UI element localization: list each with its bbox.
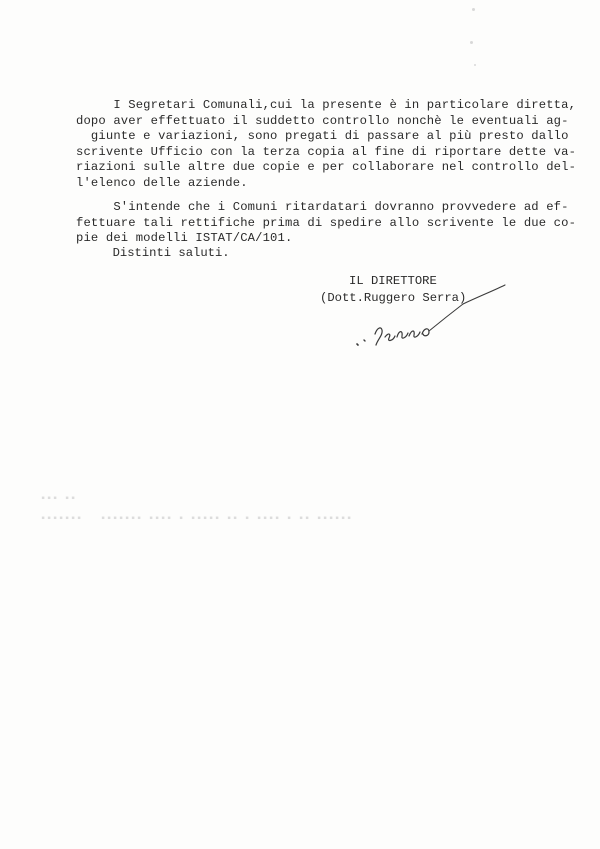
paper-speck [472, 8, 475, 11]
handwritten-signature [345, 282, 525, 362]
text-line: S'intende che i Comuni ritardatari dovranno provvedere ad ef- [76, 200, 569, 214]
salutation: Distinti saluti. [76, 246, 230, 260]
paragraph-1 [76, 98, 577, 191]
bleed-through-mark: ▪▪▪ ▪▪ [40, 494, 77, 505]
signatory-title: IL DIRETTORE [349, 274, 437, 288]
paper-speck [470, 41, 473, 44]
paragraph-2 [76, 200, 577, 247]
bleed-through-mark: ▪▪▪▪▪▪▪ ▪▪▪▪▪▪▪ ▪▪▪▪ ▪ ▪▪▪▪▪ ▪▪ ▪ ▪▪▪▪ ▪ ▪▪ ▪▪▪▪▪▪ [40, 514, 353, 525]
text-line: pie dei modelli ISTAT/CA/101. [76, 231, 293, 245]
signatory-name: (Dott.Ruggero Serra) [320, 291, 467, 305]
text-line: fettuare tali rettifiche prima di spedire allo scrivente le due co- [76, 215, 577, 230]
text-line: I Segretari Comunali,cui la presente è in particolare diretta, [76, 98, 577, 112]
text-line: dopo aver effettuato il suddetto controllo nonchè le eventuali ag- [76, 113, 569, 128]
text-line: giunte e variazioni, sono pregati di passare al più presto dallo [76, 129, 569, 143]
text-line: scrivente Ufficio con la terza copia al fine di riportare dette va- [76, 144, 577, 159]
text-line: l'elenco delle aziende. [76, 175, 248, 190]
paper-speck [474, 64, 476, 66]
letter-body [76, 98, 577, 256]
text-line: riazioni sulle altre due copie e per collaborare nel controllo del- [76, 160, 577, 174]
